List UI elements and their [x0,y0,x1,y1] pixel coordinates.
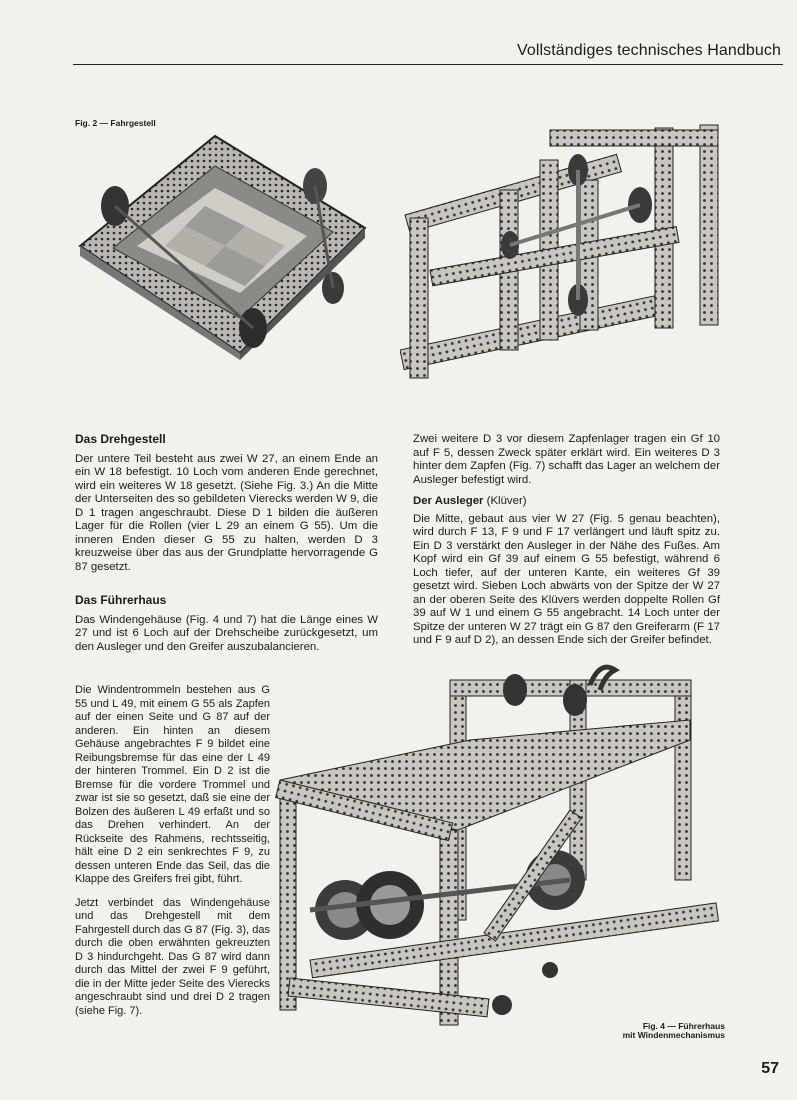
fig4-label: Fig. 4 — Führerhaus [642,1021,725,1031]
heading-fuehrerhaus: Das Führerhaus [75,593,167,607]
page-number: 57 [761,1060,779,1077]
paragraph-right-1: Zwei weitere D 3 vor diesem Zapfenlager tragen ein Gf 10 auf F 5, dessen Zweck später erklärt wird. Ein weiteres D 3 hinter dem Zapfen (Fig. 7) schafft das Lager an welchem der Ausleger befestigt wird. [413,433,720,486]
fig3-photo [400,120,725,398]
paragraph-drehgestell: Der untere Teil besteht aus zwei W 27, an einem Ende an ein W 18 befestigt. 10 Loch vom anderen Ende gerechnet, wird ein weiteres W 18 gesetzt. (Siehe Fig. 3.) An die Mitte der Unterseiten des so gebildeten Vierecks werden W 9, die D 1 tragen angeschraubt. Diese D 1 bilden die äußeren Lager für die Rollen (vier L 29 an einem G 55). Um die inneren Enden dieser G 55 zu halten, werden D 3 kreuzweise über das aus der Grundplatte hervorragende G 87 gesetzt. [75,452,378,573]
heading-ausleger-title: Der Ausleger [413,495,484,507]
paragraph-fuehrerhaus-1: Das Windengehäuse (Fig. 4 und 7) hat die Länge eines W 27 und ist 6 Loch auf der Drehscheibe zurückgesetzt, um den Ausleger und den Greifer auszubalancieren. [75,613,378,653]
right-column [413,433,720,658]
fig4-sub: mit Windenmechanismus [622,1030,725,1040]
header-rule [73,64,783,65]
fig4-caption [623,1022,725,1040]
heading-ausleger-sub: (Klüver) [486,495,527,507]
left-column [75,433,378,664]
paragraph-fuehrerhaus-3: Jetzt verbindet das Windengehäuse und das Drehgestell mit dem Fahrgestell durch das G 87 (Fig. 3), das durch die oben erwähnten gekreuzten D 3 hindurchgeht. Das G 87 wird dann durch das Mittel der zwei F 9 geführt, die in der Mitte jeder Seite des Vierecks angeschraubt sind und drei D 2 tragen (siehe Fig. 7). [75,896,270,1017]
paragraph-ausleger: Die Mitte, gebaut aus vier W 27 (Fig. 5 genau beachten), wird durch F 13, F 9 und F 17 verlängert und läuft spitz zu. Ein D 3 verstärkt den Ausleger in der Nähe des Fußes. Am Kopf wird ein Gf 39 auf einem G 55 befestigt, während 6 Loch tiefer, auf der unteren Kante, ein weiteres Gf 39 gesetzt wird. Sieben Loch abwärts von der Spitze der W 27 an der oberen Seite des Klüvers werden doppelte Rollen Gf 39 auf W 1 und einem G 55 angebracht. 14 Loch unter der Spitze der unteren W 27 trägt ein G 87 den Greiferarm (F 17 und F 9 auf D 2), an dessen Ende sich der Greifer befindet. [413,512,720,646]
fig4-photo [270,660,725,1032]
fig2-photo [75,128,373,360]
heading-ausleger [413,495,720,509]
running-header: Vollständiges technisches Handbuch [516,42,781,59]
paragraph-fuehrerhaus-2: Die Windentrommeln bestehen aus G 55 und L 49, mit einem G 55 als Zapfen auf der einen Seite und G 87 auf der anderen. Ein hinten an diesem Gehäuse angebrachtes F 9 bildet eine Reibungsbremse für das eine der L 49 der hinteren Trommel. Ein D 2 ist die Bremse für die vordere Trommel und zwar ist sie so gesetzt, daß sie eine der Bolzen des äußeren L 49 erfaßt und so das Drehen verhindert. An der Rückseite des Rahmens, rechtsseitig, hält eine D 2 ein senkrechtes F 9, zu dessen unteren Ende das Seil, das die Klappe des Greifers frei gibt, führt. [75,684,270,885]
heading-drehgestell: Das Drehgestell [75,432,166,446]
fig2-label: Fig. 2 — Fahrgestell [75,118,156,128]
